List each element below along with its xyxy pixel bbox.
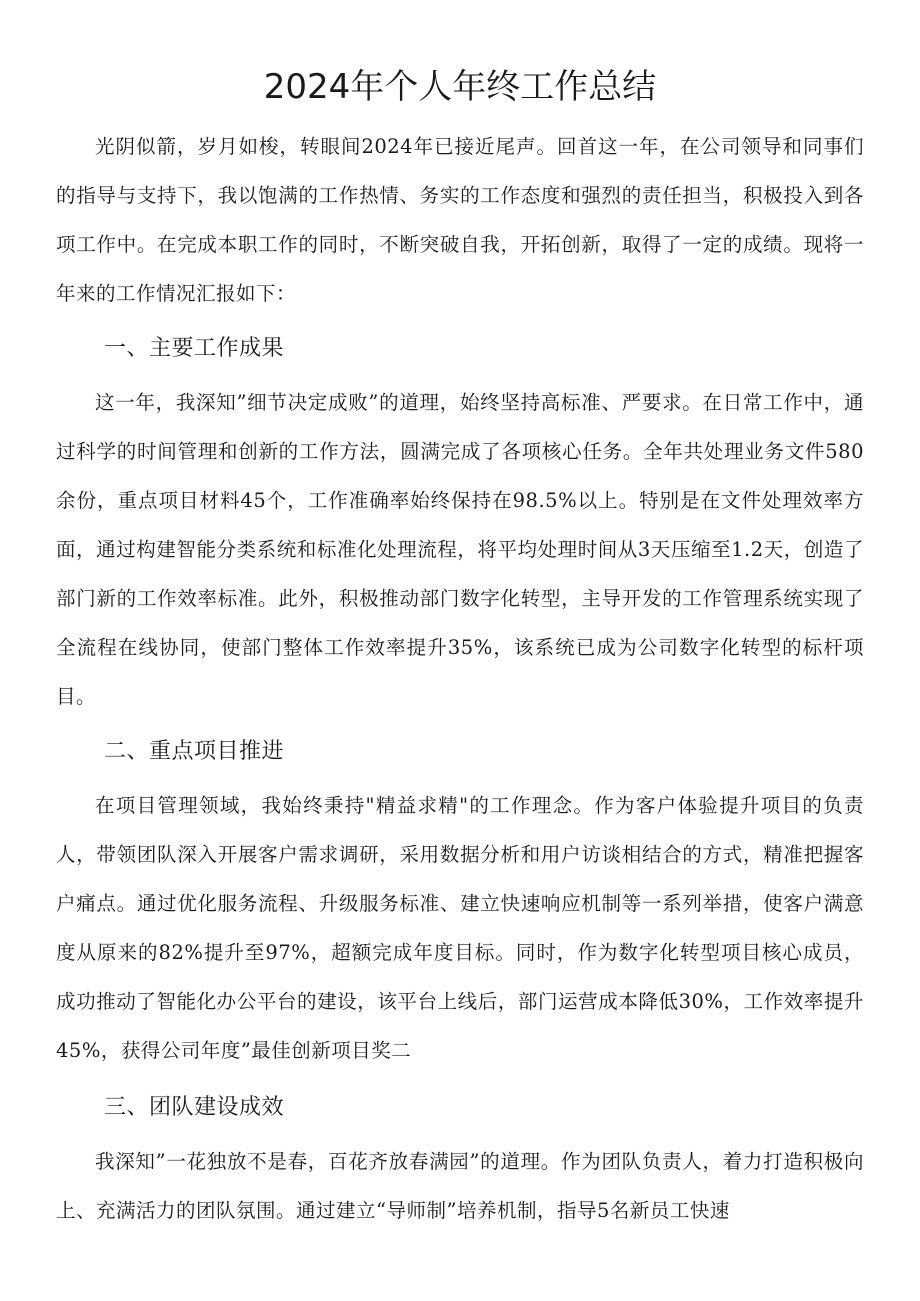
section-heading-achievements: 一、主要工作成果 xyxy=(104,336,285,361)
section-heading-team: 三、团队建设成效 xyxy=(104,1095,285,1120)
section-body-team: 我深知”一花独放不是春，百花齐放春满园”的道理。作为团队负责人，着力打造积极向上、充满活力的团队氛围。通过建立“导师制”培养机制，指导5名新员工快速 xyxy=(56,1150,864,1222)
intro-paragraph: 光阴似箭，岁月如梭，转眼间2024年已接近尾声。回首这一年，在公司领导和同事们的指导与支持下，我以饱满的工作热情、务实的工作态度和强烈的责任担当，积极投入到各项工作中。在完成本职工作的同时，不断突破自我，开拓创新，取得了一定的成绩。现将一年来的工作情况汇报如下： xyxy=(56,135,864,305)
section-heading-projects: 二、重点项目推进 xyxy=(104,739,285,764)
document-title: 2024年个人年终工作总结 xyxy=(263,67,657,107)
section-body-achievements: 这一年，我深知”细节决定成败”的道理，始终坚持高标准、严要求。在日常工作中，通过科学的时间管理和创新的工作方法，圆满完成了各项核心任务。全年共处理业务文件580余份，重点项目材料45个，工作准确率始终保持在98.5%以上。特别是在文件处理效率方面，通过构建智能分类系统和标准化处理流程，将平均处理时间从3天压缩至1.2天，创造了部门新的工作效率标准。此外，积极推动部门数字化转型，主导开发的工作管理系统实现了全流程在线协同，使部门整体工作效率提升35%，该系统已成为公司数字化转型的标杆项目。 xyxy=(56,391,864,708)
section-body-projects: 在项目管理领域，我始终秉持"精益求精"的工作理念。作为客户体验提升项目的负责人，带领团队深入开展客户需求调研，采用数据分析和用户访谈相结合的方式，精准把握客户痛点。通过优化服务流程、升级服务标准、建立快速响应机制等一系列举措，使客户满意度从原来的82%提升至97%，超额完成年度目标。同时，作为数字化转型项目核心成员，成功推动了智能化办公平台的建设，该平台上线后，部门运营成本降低30%，工作效率提升45%，获得公司年度”最佳创新项目奖二 xyxy=(56,794,864,1062)
